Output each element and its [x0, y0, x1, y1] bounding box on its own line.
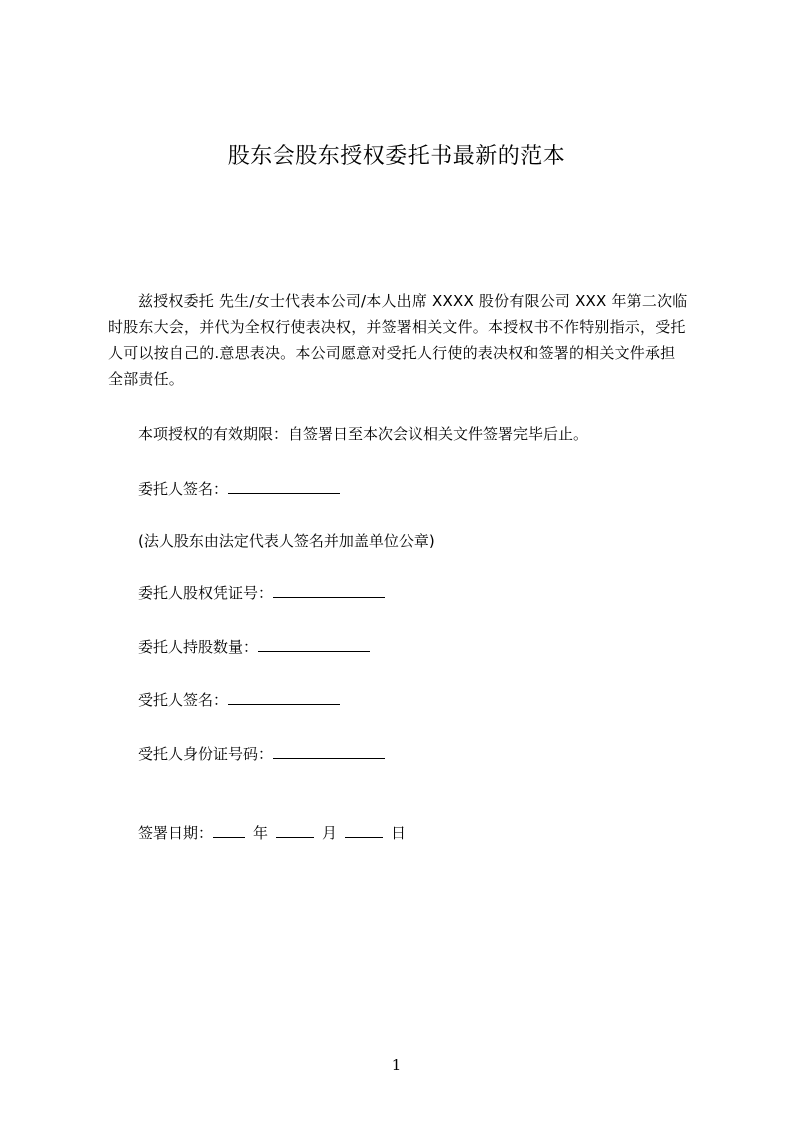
day-label: 日 — [391, 824, 407, 842]
document-title: 股东会股东授权委托书最新的范本 — [227, 144, 566, 169]
month-label: 月 — [322, 824, 338, 842]
principal-signature-row — [138, 479, 340, 499]
agent-signature-row — [138, 690, 340, 710]
year-label: 年 — [253, 824, 269, 842]
validity-period: 本项授权的有效期限：自签署日至本次会议相关文件签署完毕后止。 — [138, 425, 589, 443]
principal-signature-blank[interactable] — [228, 479, 340, 494]
principal-shares-blank[interactable] — [258, 637, 370, 652]
principal-signature-label: 委托人签名： — [138, 480, 229, 498]
agent-id-blank[interactable] — [273, 744, 385, 759]
page-number: 1 — [391, 1056, 402, 1074]
principal-shares-row — [138, 637, 370, 657]
authorization-text: 兹授权委托 先生/女士代表本公司/本人出席 XXXX 股份有限公司 XXX 年第二次临时股东大会，并代为全权行使表决权，并签署相关文件。本授权书不作特别指示，受托人可以按自己的.意思表决。本公司愿意对受托人行使的表决权和签署的相关文件承担全部责任。 — [108, 292, 688, 388]
agent-signature-blank[interactable] — [228, 690, 340, 705]
agent-signature-label: 受托人签名： — [138, 691, 229, 709]
year-blank[interactable] — [213, 823, 245, 838]
principal-certificate-row — [138, 583, 385, 603]
principal-shares-label: 委托人持股数量： — [138, 638, 259, 656]
agent-id-row — [138, 744, 385, 764]
agent-id-label: 受托人身份证号码： — [138, 745, 274, 763]
date-label: 签署日期： — [138, 824, 214, 842]
principal-certificate-blank[interactable] — [273, 583, 385, 598]
authorization-paragraph — [108, 288, 688, 392]
month-blank[interactable] — [276, 823, 314, 838]
legal-person-note: (法人股东由法定代表人签名并加盖单位公章) — [138, 532, 435, 550]
day-blank[interactable] — [345, 823, 383, 838]
principal-certificate-label: 委托人股权凭证号： — [138, 584, 274, 602]
signing-date-row — [138, 823, 406, 843]
